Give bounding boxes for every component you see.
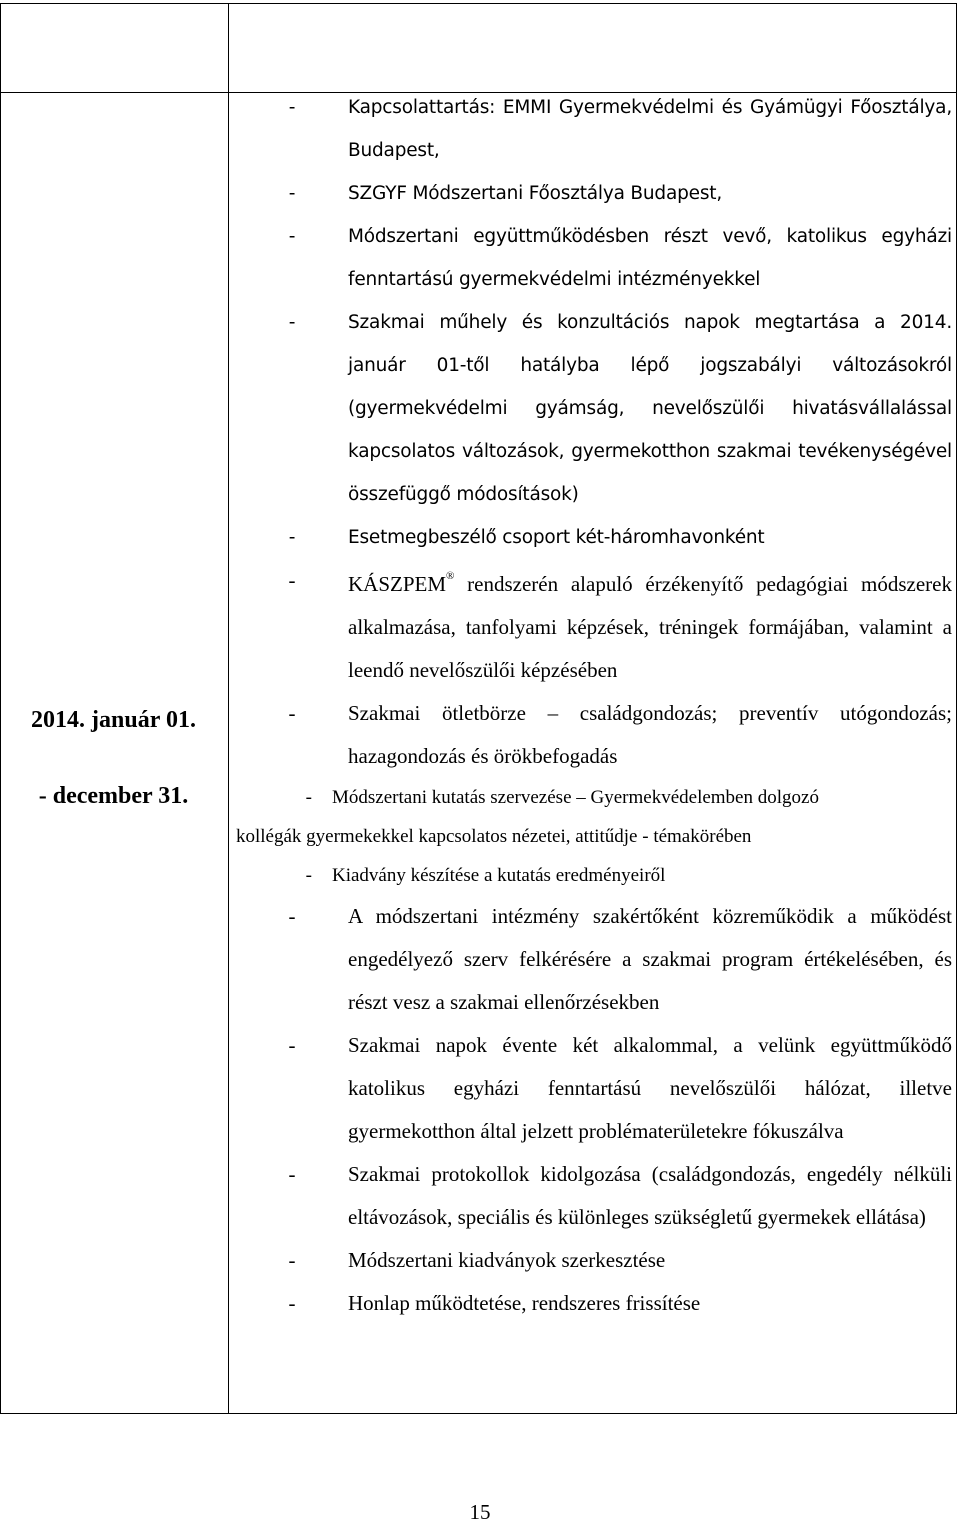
list-item <box>236 1282 952 1325</box>
list-item-text: Szakmai műhely és konzultációs napok megtartása a 2014. január 01-től hatályba lépő jogszabályi változásokról (gyermekvédelmi gyámság, nevelőszülői hivatásvállalással kapcsolatos változások, gyermekotthon szakmai tevékenységével összefüggő módosítások) <box>348 312 952 505</box>
list-dash: - <box>288 226 296 247</box>
list-item <box>236 1153 952 1239</box>
list-item <box>236 559 952 692</box>
list-dash: - <box>288 1162 296 1186</box>
list-item <box>236 895 952 1024</box>
list-item <box>236 86 952 172</box>
registered-mark: ® <box>446 570 455 582</box>
list-item <box>236 172 952 215</box>
list-item-text: Szakmai protokollok kidolgozása (családgondozás, engedély nélküli eltávozások, speciális és különleges szükségletű gyermekek ellátása) <box>348 1162 952 1229</box>
list-dash: - <box>288 1033 296 1057</box>
list-item <box>236 516 952 559</box>
list-item-text: Esetmegbeszélő csoport két-háromhavonként <box>348 527 765 548</box>
list-dash: - <box>288 568 296 592</box>
list-item <box>236 692 952 778</box>
list-dash: - <box>288 1291 296 1315</box>
column-divider <box>228 4 229 1413</box>
list-dash: - <box>288 904 296 928</box>
list-item-text: Szakmai ötletbörze – családgondozás; preventív utógondozás; hazagondozás és örökbefogadás <box>348 701 952 768</box>
list-item <box>272 778 952 817</box>
list-item <box>236 1239 952 1282</box>
list-item-text: Szakmai napok évente két alkalommal, a velünk együttműködő katolikus egyházi fenntartású nevelőszülői hálózat, illetve gyermekotthon által jelzett problématerületekre fókuszálva <box>348 1033 952 1143</box>
list-item <box>236 215 952 301</box>
list-item-text: SZGYF Módszertani Főosztálya Budapest, <box>348 183 723 204</box>
list-item <box>272 856 952 895</box>
date-range-end: - december 31. <box>38 783 189 809</box>
list-item-text: Módszertani kutatás szervezése – Gyermekvédelemben dolgozó <box>332 787 819 808</box>
kaszpem-label: KÁSZPEM <box>348 572 447 596</box>
list-item-text: Kiadvány készítése a kutatás eredményeiről <box>332 865 666 886</box>
list-dash: - <box>288 183 296 204</box>
list-dash: - <box>288 97 296 118</box>
activities-list <box>236 86 952 1325</box>
list-item <box>236 1024 952 1153</box>
list-dash: - <box>288 1248 296 1272</box>
list-dash: - <box>288 527 296 548</box>
list-item-text: Módszertani kiadványok szerkesztése <box>348 1248 666 1272</box>
list-item-continuation: kollégák gyermekekkel kapcsolatos nézetei, attitűdje - témakörében <box>236 826 752 847</box>
list-item-text: Kapcsolattartás: EMMI Gyermekvédelmi és Gyámügyi Főosztálya, Budapest, <box>348 97 952 161</box>
list-item-text: Módszertani együttműködésben részt vevő, katolikus egyházi fenntartású gyermekvédelmi intézményekkel <box>348 226 952 290</box>
list-item-text: A módszertani intézmény szakértőként közreműködik a működést engedélyező szerv felkérésére a szakmai program értékelésében, és részt vesz a szakmai ellenőrzésekben <box>348 904 952 1014</box>
list-item-text: Honlap működtetése, rendszeres frissítése <box>348 1291 701 1315</box>
kaszpem-description: rendszerén alapuló érzékenyítő pedagógiai módszerek alkalmazása, tanfolyami képzések, tréningek formájában, valamint a leendő nevelőszülői képzésében <box>348 572 952 682</box>
list-dash: - <box>288 312 296 333</box>
list-item <box>236 301 952 516</box>
list-dash: - <box>288 701 296 725</box>
list-item-text <box>348 559 952 692</box>
list-dash: - <box>305 865 312 886</box>
list-dash: - <box>305 787 312 808</box>
date-range-start: 2014. január 01. <box>31 707 196 733</box>
page-number: 15 <box>469 1500 491 1524</box>
